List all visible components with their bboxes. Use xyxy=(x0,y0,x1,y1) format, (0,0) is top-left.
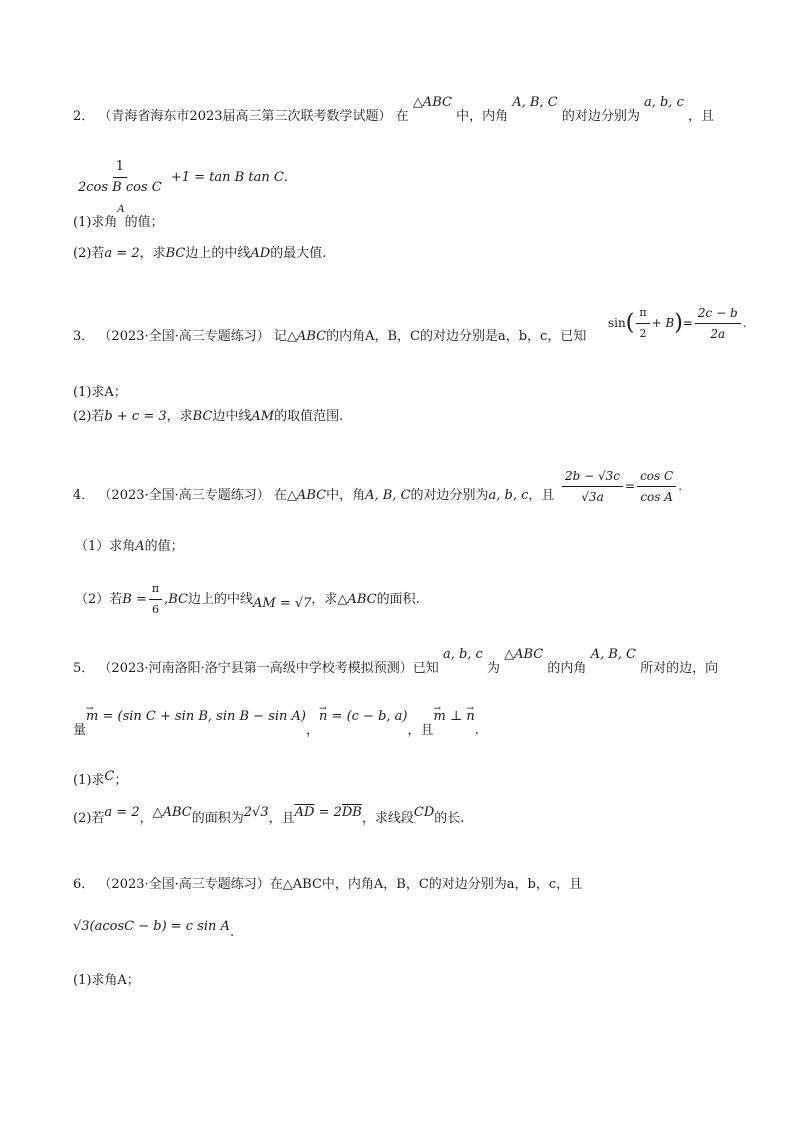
text: 的最大值. xyxy=(270,246,327,261)
text: 的对边分别为 xyxy=(410,488,489,503)
text: (2)若 xyxy=(73,811,105,826)
text: （2）若 xyxy=(75,592,123,607)
math-triangle: △ABC xyxy=(152,805,192,820)
text: ，求 xyxy=(166,409,193,424)
problem-4-equation: $\frac{2b - √3c}{√3a}$ = $\frac{\text{cos C}}{\text{cos A}}$ . xyxy=(560,467,682,506)
punctuation: . xyxy=(229,925,235,940)
problem-5-vectors xyxy=(73,709,479,740)
fraction-denominator: cos A xyxy=(640,490,673,504)
fraction xyxy=(636,304,649,343)
fraction-denominator: 2cos B cos C xyxy=(78,180,162,195)
math-segment: AD xyxy=(250,246,271,261)
problem-5-part-2 xyxy=(73,805,465,828)
math-function: sin xyxy=(608,316,626,330)
problem-number: 3． xyxy=(73,329,95,344)
text: （1）求角 xyxy=(75,539,136,554)
math-symbol: C xyxy=(104,769,115,784)
text: (1)求角A； xyxy=(73,973,140,988)
problem-3-equation: sin( $\frac{\pi}{2}$ + B)= $\frac{2c - b}{2a}$ . xyxy=(608,306,747,341)
math-segment: CD xyxy=(413,805,435,820)
paren: ( xyxy=(625,310,635,336)
fraction-denominator: √3a xyxy=(581,490,604,504)
math-expr: = (c − b, a) xyxy=(327,709,408,724)
text: 的面积. xyxy=(376,592,420,607)
text: (1)求 xyxy=(73,773,105,788)
math-triangle: △ABC xyxy=(286,488,327,503)
math-symbol: A xyxy=(135,539,145,554)
math-expr: 2√3 xyxy=(243,805,269,820)
math-triangle: △ABC xyxy=(337,592,377,607)
problem-2-part-2 xyxy=(73,245,326,263)
fraction-numerator: 1 xyxy=(113,158,127,178)
text: 为 xyxy=(486,661,500,676)
fraction xyxy=(637,467,676,506)
text: 记 xyxy=(273,329,287,344)
paren: ) xyxy=(674,310,683,336)
text: 边中线 xyxy=(212,409,252,424)
math-expr: B = xyxy=(122,592,147,607)
fraction-denominator: 6 xyxy=(151,603,159,616)
fraction-numerator: cos C xyxy=(637,467,676,487)
math-angles: A, B, C xyxy=(365,488,411,503)
math-segment: AM xyxy=(251,409,275,424)
text: 在△ABC中，内角A，B，C的对边分别为a，b，c，且 xyxy=(269,877,583,892)
text: 在 xyxy=(395,109,409,124)
math-segment: BC xyxy=(165,246,186,261)
problem-number: 2． xyxy=(73,109,95,124)
fraction xyxy=(149,580,162,619)
text: ，求线段 xyxy=(361,811,414,826)
text: ，且 xyxy=(528,488,555,503)
punctuation: . xyxy=(742,316,747,330)
punctuation: ， xyxy=(139,811,153,826)
text: 的对边分别为 xyxy=(561,109,640,124)
vector-n: → n xyxy=(466,709,474,724)
fraction-numerator: 2c − b xyxy=(695,304,741,324)
fraction-numerator: π xyxy=(149,580,162,600)
math-segment: BC xyxy=(192,409,213,424)
math-triangle: △ABC xyxy=(412,95,452,110)
text: 边上的中线 xyxy=(187,592,253,607)
text: (2)若 xyxy=(73,246,105,261)
equation-rest: +1 = tan B tan C xyxy=(170,170,284,185)
text: 的值； xyxy=(124,215,164,230)
text: ，且 xyxy=(688,109,715,124)
problem-2-stem xyxy=(73,95,715,126)
math-triangle: △ABC xyxy=(286,329,327,344)
problem-5-stem xyxy=(73,647,719,678)
punctuation: . xyxy=(474,723,479,738)
problem-3-part-1 xyxy=(73,384,127,402)
text: (1)求A； xyxy=(73,385,127,400)
problem-number: 6． xyxy=(73,877,95,892)
problem-2-equation xyxy=(73,158,288,197)
text: 量 xyxy=(73,723,87,738)
math-expr: + B xyxy=(651,316,675,330)
math-operator: ⊥ xyxy=(445,709,467,724)
text: 的内角 xyxy=(547,661,587,676)
fraction-numerator: π xyxy=(636,304,649,324)
problem-4-part-1 xyxy=(75,538,184,556)
text: 的值； xyxy=(144,539,184,554)
problem-source: （2023·河南洛阳·洛宁县第一高级中学校考模拟预测） xyxy=(98,661,413,676)
math-expr: a = 2 xyxy=(104,246,140,261)
problem-6-equation xyxy=(73,918,235,940)
vector-ad: $\overline{AD}$ xyxy=(294,805,315,820)
problem-number: 4． xyxy=(73,488,95,503)
fraction-numerator: 2b − √3c xyxy=(562,467,623,487)
text: (1)求角 xyxy=(73,215,118,230)
text: 在 xyxy=(273,488,287,503)
text: ，求 xyxy=(139,246,166,261)
math-angles: A, B, C xyxy=(590,647,636,662)
problem-6-stem xyxy=(73,876,582,894)
math-expr: = (sin C + sin B, sin B − sin A) xyxy=(98,709,307,724)
vector-m: → m xyxy=(434,709,446,724)
text: ，且 xyxy=(268,811,295,826)
math-expr: b + c = 3 xyxy=(104,409,167,424)
math-symbol: A xyxy=(117,204,125,215)
math-angles: A, B, C xyxy=(512,95,558,110)
math-expr: √3(acosC − b) = c sin A xyxy=(73,919,230,934)
math-segment: BC xyxy=(168,592,188,607)
text: ，求 xyxy=(311,592,338,607)
fraction xyxy=(562,467,623,506)
text: 中，角 xyxy=(326,488,366,503)
math-operator: = 2 xyxy=(314,805,342,820)
fraction xyxy=(75,158,165,197)
problem-source: （青海省海东市2023届高三第三次联考数学试题） xyxy=(98,109,392,124)
text: 的面积为 xyxy=(191,811,244,826)
problem-3-part-2 xyxy=(73,408,343,426)
math-sides: a, b, c xyxy=(442,647,483,662)
problem-5-part-1 xyxy=(73,769,128,790)
text: ； xyxy=(114,773,128,788)
punctuation: ， xyxy=(306,723,320,738)
math-expr: a = 2 xyxy=(104,805,140,820)
problem-4-part-2 xyxy=(75,580,420,619)
vector-m: → m xyxy=(86,709,98,724)
fraction xyxy=(695,304,741,343)
text: 所对的边，向 xyxy=(640,661,719,676)
text: 边上的中线 xyxy=(185,246,251,261)
problem-source: （2023·全国·高三专题练习） xyxy=(98,329,270,344)
vector-db: $\overline{DB}$ xyxy=(341,805,362,820)
math-sides: a, b, c xyxy=(488,488,529,503)
problem-number: 5． xyxy=(73,661,95,676)
problem-3-stem xyxy=(73,328,586,346)
text: 的取值范围. xyxy=(274,409,344,424)
text: (2)若 xyxy=(73,409,105,424)
problem-source: （2023·全国·高三专题练习） xyxy=(98,877,270,892)
text: 的长. xyxy=(434,811,465,826)
problem-source: （2023·全国·高三专题练习） xyxy=(98,488,270,503)
math-expr: AM = √7 xyxy=(253,596,312,611)
punctuation: . xyxy=(283,170,288,185)
problem-6-part-1 xyxy=(73,972,140,990)
math-triangle: △ABC xyxy=(504,647,544,662)
vector-n: → n xyxy=(319,709,327,724)
fraction-denominator: 2a xyxy=(710,327,726,341)
text: 中，内角 xyxy=(456,109,509,124)
problem-4-stem xyxy=(73,487,554,505)
problem-2-part-1 xyxy=(73,204,164,233)
math-sides: a, b, c xyxy=(643,95,684,110)
text: 的内角A，B，C的对边分别是a，b，c，已知 xyxy=(326,329,587,344)
punctuation: . xyxy=(678,479,683,493)
fraction-denominator: 2 xyxy=(639,327,647,340)
text: ，且 xyxy=(407,723,434,738)
text: 已知 xyxy=(412,661,439,676)
punctuation: , xyxy=(164,592,169,607)
